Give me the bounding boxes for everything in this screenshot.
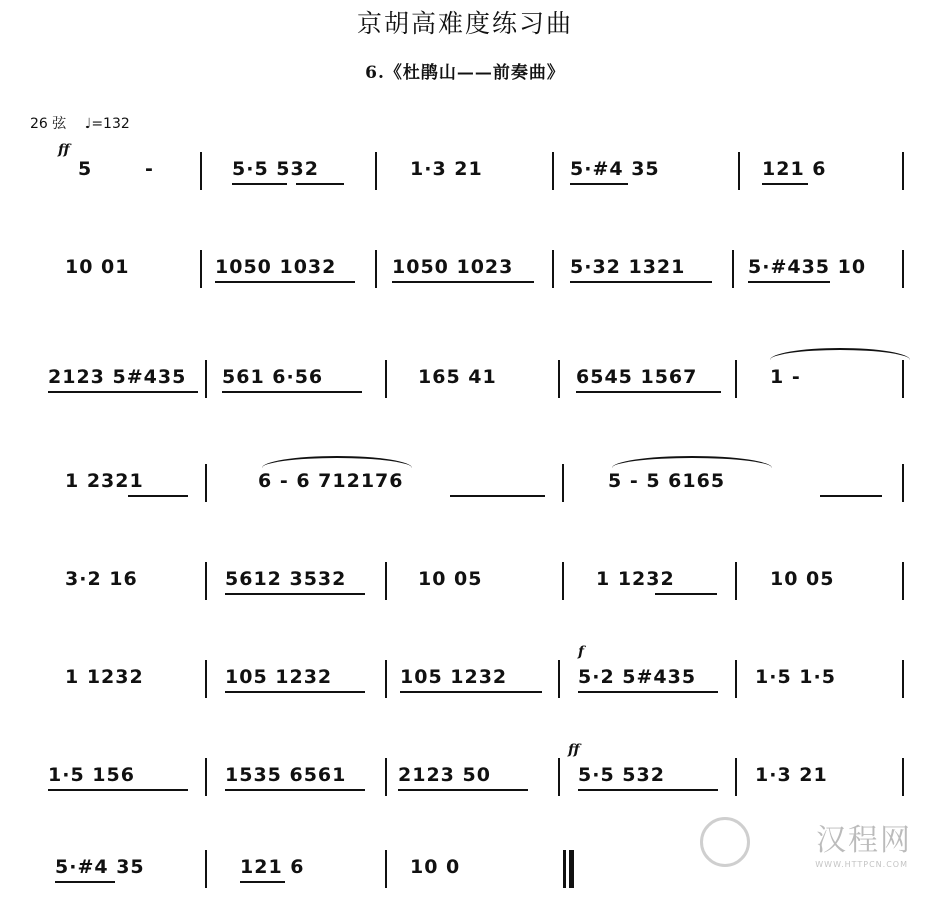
dynamic-ff: ff: [58, 142, 70, 158]
score-row-3: [0, 358, 930, 408]
measure: 561 6·56: [222, 366, 324, 388]
measure: 1535 6561: [225, 764, 347, 786]
barline: [735, 562, 737, 600]
measure: 3·2 16: [65, 568, 138, 590]
barline: [385, 660, 387, 698]
beam: [578, 789, 718, 791]
beam: [225, 691, 365, 693]
barline: [902, 152, 904, 190]
measure: 1·3 21: [410, 158, 483, 180]
string-tuning: 26 弦: [30, 116, 67, 132]
barline: [385, 562, 387, 600]
beam: [48, 789, 188, 791]
beam: [128, 495, 188, 497]
barline: [205, 758, 207, 796]
beam: [570, 281, 712, 283]
measure: 5·#4 35: [570, 158, 660, 180]
beam: [225, 789, 365, 791]
beam: [240, 881, 285, 883]
barline: [552, 250, 554, 288]
tempo-line: [30, 113, 144, 133]
barline: [558, 660, 560, 698]
dynamic-ff: ff: [568, 742, 580, 758]
measure: 105 1232: [225, 666, 333, 688]
measure: 5·2 5#435: [578, 666, 697, 688]
measure: 1·5 156: [48, 764, 135, 786]
beam: [576, 391, 721, 393]
beam: [578, 691, 718, 693]
measure: 5·32 1321: [570, 256, 686, 278]
beam: [232, 183, 287, 185]
barline: [385, 850, 387, 888]
measure: 1·5 1·5: [755, 666, 836, 688]
piece-subtitle: 6.《杜鹃山——前奏曲》: [365, 63, 565, 83]
tempo-marking: ♩=132: [84, 116, 130, 132]
measure: 10 01: [65, 256, 130, 278]
tie: [612, 456, 772, 468]
barline: [902, 758, 904, 796]
beam: [398, 789, 528, 791]
score-row-2: [0, 248, 930, 298]
final-barline-thin: [563, 850, 566, 888]
barline: [205, 660, 207, 698]
beam: [748, 281, 830, 283]
measure: 1 2321: [65, 470, 144, 492]
barline: [902, 360, 904, 398]
barline: [902, 660, 904, 698]
score-row-4: [0, 462, 930, 512]
measure: 5612 3532: [225, 568, 347, 590]
measure: 6545 1567: [576, 366, 698, 388]
barline: [735, 660, 737, 698]
score-row-1: [0, 142, 930, 200]
measure: 5: [78, 158, 93, 180]
measure: 2123 50: [398, 764, 491, 786]
barline: [205, 360, 207, 398]
barline: [735, 360, 737, 398]
measure: 5 - 5 6165: [608, 470, 726, 492]
barline: [902, 464, 904, 502]
barline: [375, 152, 377, 190]
barline: [558, 758, 560, 796]
beam: [215, 281, 355, 283]
measure: 1 -: [770, 366, 801, 388]
barline: [205, 562, 207, 600]
measure: 2123 5#435: [48, 366, 187, 388]
barline: [558, 360, 560, 398]
measure: 121 6: [762, 158, 827, 180]
watermark-brand: 汉程网: [816, 823, 912, 858]
final-barline-thick: [569, 850, 574, 888]
beam: [392, 281, 534, 283]
barline: [385, 360, 387, 398]
measure: 105 1232: [400, 666, 508, 688]
watermark-logo: [700, 817, 750, 867]
measure: 1050 1032: [215, 256, 337, 278]
beam: [400, 691, 542, 693]
measure: 1 1232: [65, 666, 144, 688]
barline: [562, 464, 564, 502]
beam: [296, 183, 344, 185]
barline: [200, 250, 202, 288]
score-row-8: [0, 848, 930, 898]
measure: 6 - 6 712176: [258, 470, 404, 492]
measure: 10 05: [770, 568, 835, 590]
measure: 121 6: [240, 856, 305, 878]
beam: [225, 593, 365, 595]
measure: 10 0: [410, 856, 461, 878]
measure: 1·3 21: [755, 764, 828, 786]
page-title: 京胡高难度练习曲: [356, 9, 573, 38]
score-row-7: [0, 742, 930, 806]
barline: [562, 562, 564, 600]
measure: 5·5 532: [578, 764, 665, 786]
measure: 1 1232: [596, 568, 675, 590]
measure: 1050 1023: [392, 256, 514, 278]
dynamic-f: f: [578, 644, 585, 660]
beam: [570, 183, 628, 185]
score-row-5: [0, 560, 930, 610]
barline: [732, 250, 734, 288]
measure: -: [145, 158, 154, 180]
barline: [735, 758, 737, 796]
barline: [375, 250, 377, 288]
beam: [55, 881, 115, 883]
barline: [200, 152, 202, 190]
barline: [738, 152, 740, 190]
tie: [770, 348, 910, 360]
beam: [48, 391, 198, 393]
barline: [552, 152, 554, 190]
barline: [205, 464, 207, 502]
beam: [222, 391, 362, 393]
beam: [762, 183, 808, 185]
measure: 5·5 532: [232, 158, 319, 180]
score-row-6: [0, 644, 930, 708]
measure: 5·#435 10: [748, 256, 867, 278]
tie: [262, 456, 412, 468]
beam: [820, 495, 882, 497]
barline: [902, 562, 904, 600]
measure: 10 05: [418, 568, 483, 590]
watermark-site: WWW.HTTPCN.COM: [815, 860, 908, 869]
beam: [655, 593, 717, 595]
beam: [450, 495, 545, 497]
measure: 165 41: [418, 366, 497, 388]
barline: [902, 250, 904, 288]
barline: [385, 758, 387, 796]
measure: 5·#4 35: [55, 856, 145, 878]
barline: [205, 850, 207, 888]
